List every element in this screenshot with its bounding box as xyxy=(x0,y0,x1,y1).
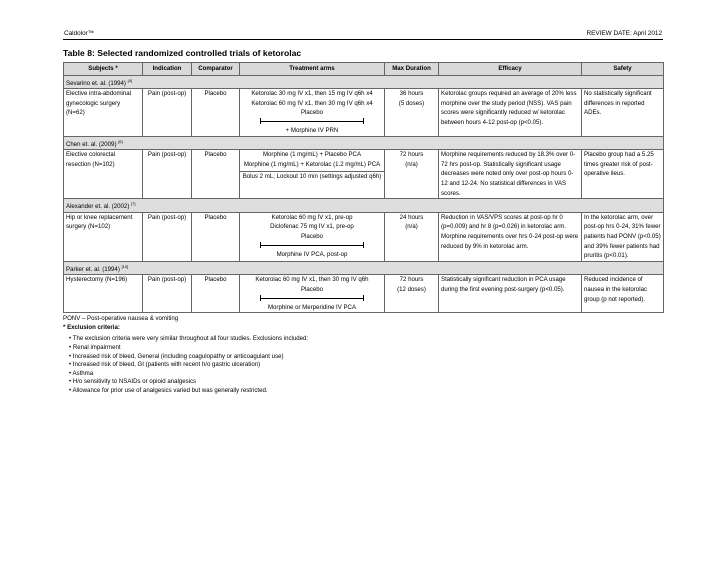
table-row xyxy=(64,89,664,136)
table-row xyxy=(64,150,664,199)
study-citation xyxy=(64,75,664,89)
col-header-efficacy: Efficacy xyxy=(439,63,582,76)
study-citation xyxy=(64,261,664,275)
exclusion-item: • Increased risk of bleed, General (including coagulopathy or anticoagulant use) xyxy=(69,352,284,360)
comparator-cell: Placebo xyxy=(192,275,240,313)
study-header-row xyxy=(64,199,664,213)
study-label: Alexander et. al. (2002) xyxy=(66,203,130,211)
treatment-arm-common: Bolus 2 mL; Lockout 10 min (settings adjusted q6h) xyxy=(242,173,382,181)
dose-count: (12 doses) xyxy=(397,286,426,293)
dose-count: (n/a) xyxy=(405,160,418,168)
col-header-safety: Safety xyxy=(582,63,664,76)
treatment-arm: Ketorolac 60 mg IV x1, then 30 mg IV q6h xyxy=(255,276,369,284)
footnote-abbreviation: PONV – Post-operative nausea & vomiting xyxy=(63,315,179,323)
table-row xyxy=(64,212,664,261)
study-citation xyxy=(64,199,664,213)
reference-number: [7] xyxy=(131,201,136,207)
treatment-arm: Placebo xyxy=(300,233,324,240)
comparator-cell: Placebo xyxy=(192,150,240,199)
duration-value: 72 hours xyxy=(399,151,424,159)
efficacy-cell: Statistically significant reduction in PCA usage during the first evening post-surgery (p<0.05). xyxy=(439,275,582,313)
study-citation xyxy=(64,136,664,150)
table-body xyxy=(64,75,664,313)
header-right: REVIEW DATE: April 2012 xyxy=(586,30,662,37)
subjects-cell: Hip or knee replacement surgery (N=102) xyxy=(64,212,143,261)
study-header-row xyxy=(64,75,664,89)
header-left: Caldolor™ xyxy=(64,30,95,37)
safety-cell: Placebo group had a 5.25 times greater risk of post-operative ileus. xyxy=(582,150,664,199)
reference-number: [6] xyxy=(118,138,123,144)
duration-cell xyxy=(385,212,439,261)
treatment-arm: Diclofenac 75 mg IV x1, pre-op xyxy=(270,223,354,231)
col-header-treatment-arms: Treatment arms xyxy=(240,63,385,76)
treatment-arm: Ketorolac 60 mg IV x1, pre-op xyxy=(271,213,353,221)
duration-cell xyxy=(385,275,439,313)
treatment-arm: Ketorolac 30 mg IV x1, then 15 mg IV q6h x4 xyxy=(251,90,373,98)
reference-number: [10] xyxy=(121,263,129,269)
dose-count: (n/a) xyxy=(405,223,418,231)
treatment-arm: Ketorolac 60 mg IV x1, then 30 mg IV q6h x4 xyxy=(251,99,373,107)
exclusion-item: • Allowance for prior use of analgesics varied but was generally restricted. xyxy=(69,386,268,394)
exclusion-item: • H/o sensitivity to NSAIDs or opioid analgesics xyxy=(69,378,197,386)
treatment-arm: Placebo xyxy=(300,286,324,293)
document-page xyxy=(63,30,663,396)
duration-value: 72 hours xyxy=(399,276,424,284)
table-row xyxy=(64,275,664,313)
bracket-line xyxy=(250,295,374,303)
study-label: Chen et. al. (2009) xyxy=(66,140,117,148)
study-label: Parker et. al. (1994) xyxy=(66,265,120,273)
treatment-arm-common: Morphine or Merperidine IV PCA xyxy=(267,303,357,311)
subjects-cell: Hysterectomy (N=196) xyxy=(64,275,143,313)
exclusion-item: • Increased risk of bleed, GI (patients with recent h/o gastric ulceration) xyxy=(69,361,261,369)
duration-value: 36 hours xyxy=(399,90,424,98)
indication-cell: Pain (post-op) xyxy=(143,212,192,261)
study-header-row xyxy=(64,261,664,275)
treatment-arms-cell xyxy=(240,275,385,313)
safety-cell: No statistically significant differences in reported ADEs. xyxy=(582,89,664,136)
treatment-arms-cell xyxy=(240,150,385,199)
exclusion-item: • The exclusion criteria were very similar throughout all four studies. Exclusions included: xyxy=(69,335,309,343)
col-header-subjects: Subjects * xyxy=(64,63,143,76)
trials-table xyxy=(63,62,664,313)
dose-count: (5 doses) xyxy=(398,99,425,107)
table-title: Table 8: Selected randomized controlled trials of ketorolac xyxy=(63,48,302,58)
bracket-line xyxy=(250,242,374,250)
bracket-line xyxy=(250,118,374,126)
efficacy-cell: Reduction in VAS/VPS scores at post-op hr 0 (p=0.009) and hr 8 (p=0.026) in ketorolac arm. Morphine requirements over hrs 0-24 post-op were reduced by 9% in ketorolac arm. xyxy=(439,212,582,261)
col-header-max-duration: Max Duration xyxy=(385,63,439,76)
efficacy-cell: Ketorolac groups required an average of 20% less morphine over the study period (NSS). VAS pain scores were significantly reduced w/ ketorolac between hours 4-12 post-op (p<0.05). xyxy=(439,89,582,136)
efficacy-cell: Morphine requirements reduced by 18.3% over 0-72 hrs post-op. Statistically significant usage decreases were noted only over post-op hours 0-12 and 12-24. No statistical differences in VAS scores. xyxy=(439,150,582,199)
safety-cell: Reduced incidence of nausea in the ketorolac group (p not reported). xyxy=(582,275,664,313)
indication-cell: Pain (post-op) xyxy=(143,150,192,199)
running-header xyxy=(63,30,663,40)
treatment-arm: Morphine (1 mg/mL) + Ketorolac (1.2 mg/mL) PCA xyxy=(243,160,381,168)
safety-cell: In the ketorolac arm, over post-op hrs 0-24, 31% fewer patients had PONV (p<0.05) and 39% fewer patients had pruritis (p<0.01). xyxy=(582,212,664,261)
comparator-cell: Placebo xyxy=(192,212,240,261)
reference-number: [4] xyxy=(127,77,133,83)
duration-cell xyxy=(385,150,439,199)
study-header-row xyxy=(64,136,664,150)
col-header-comparator: Comparator xyxy=(192,63,240,76)
study-label: Sevarino et. al. (1994) xyxy=(66,79,126,87)
comparator-cell: Placebo xyxy=(192,89,240,136)
treatment-arm-common: Morphine IV PCA, post-op xyxy=(276,250,348,258)
treatment-arm: Placebo xyxy=(300,109,324,117)
treatment-arm-common: + Morphine IV PRN xyxy=(285,127,339,134)
exclusion-list xyxy=(69,335,663,395)
indication-cell: Pain (post-op) xyxy=(143,275,192,313)
treatment-arms-cell xyxy=(240,212,385,261)
col-header-indication: Indication xyxy=(143,63,192,76)
treatment-arm: Morphine (1 mg/mL) + Placebo PCA xyxy=(262,151,362,159)
table-header-row xyxy=(64,63,664,76)
indication-cell: Pain (post-op) xyxy=(143,89,192,136)
duration-value: 24 hours xyxy=(399,213,424,221)
exclusion-item: • Renal impairment xyxy=(69,343,121,351)
treatment-arms-cell xyxy=(240,89,385,136)
exclusion-item: • Asthma xyxy=(69,369,94,377)
duration-cell xyxy=(385,89,439,136)
footnotes xyxy=(63,315,663,395)
subjects-cell: Elective intra-abdominal gynecologic surgery (N=62) xyxy=(64,89,143,136)
footnote-exclusion-heading: * Exclusion criteria: xyxy=(63,323,120,331)
subjects-cell: Elective colorectal resection (N=102) xyxy=(64,150,143,199)
